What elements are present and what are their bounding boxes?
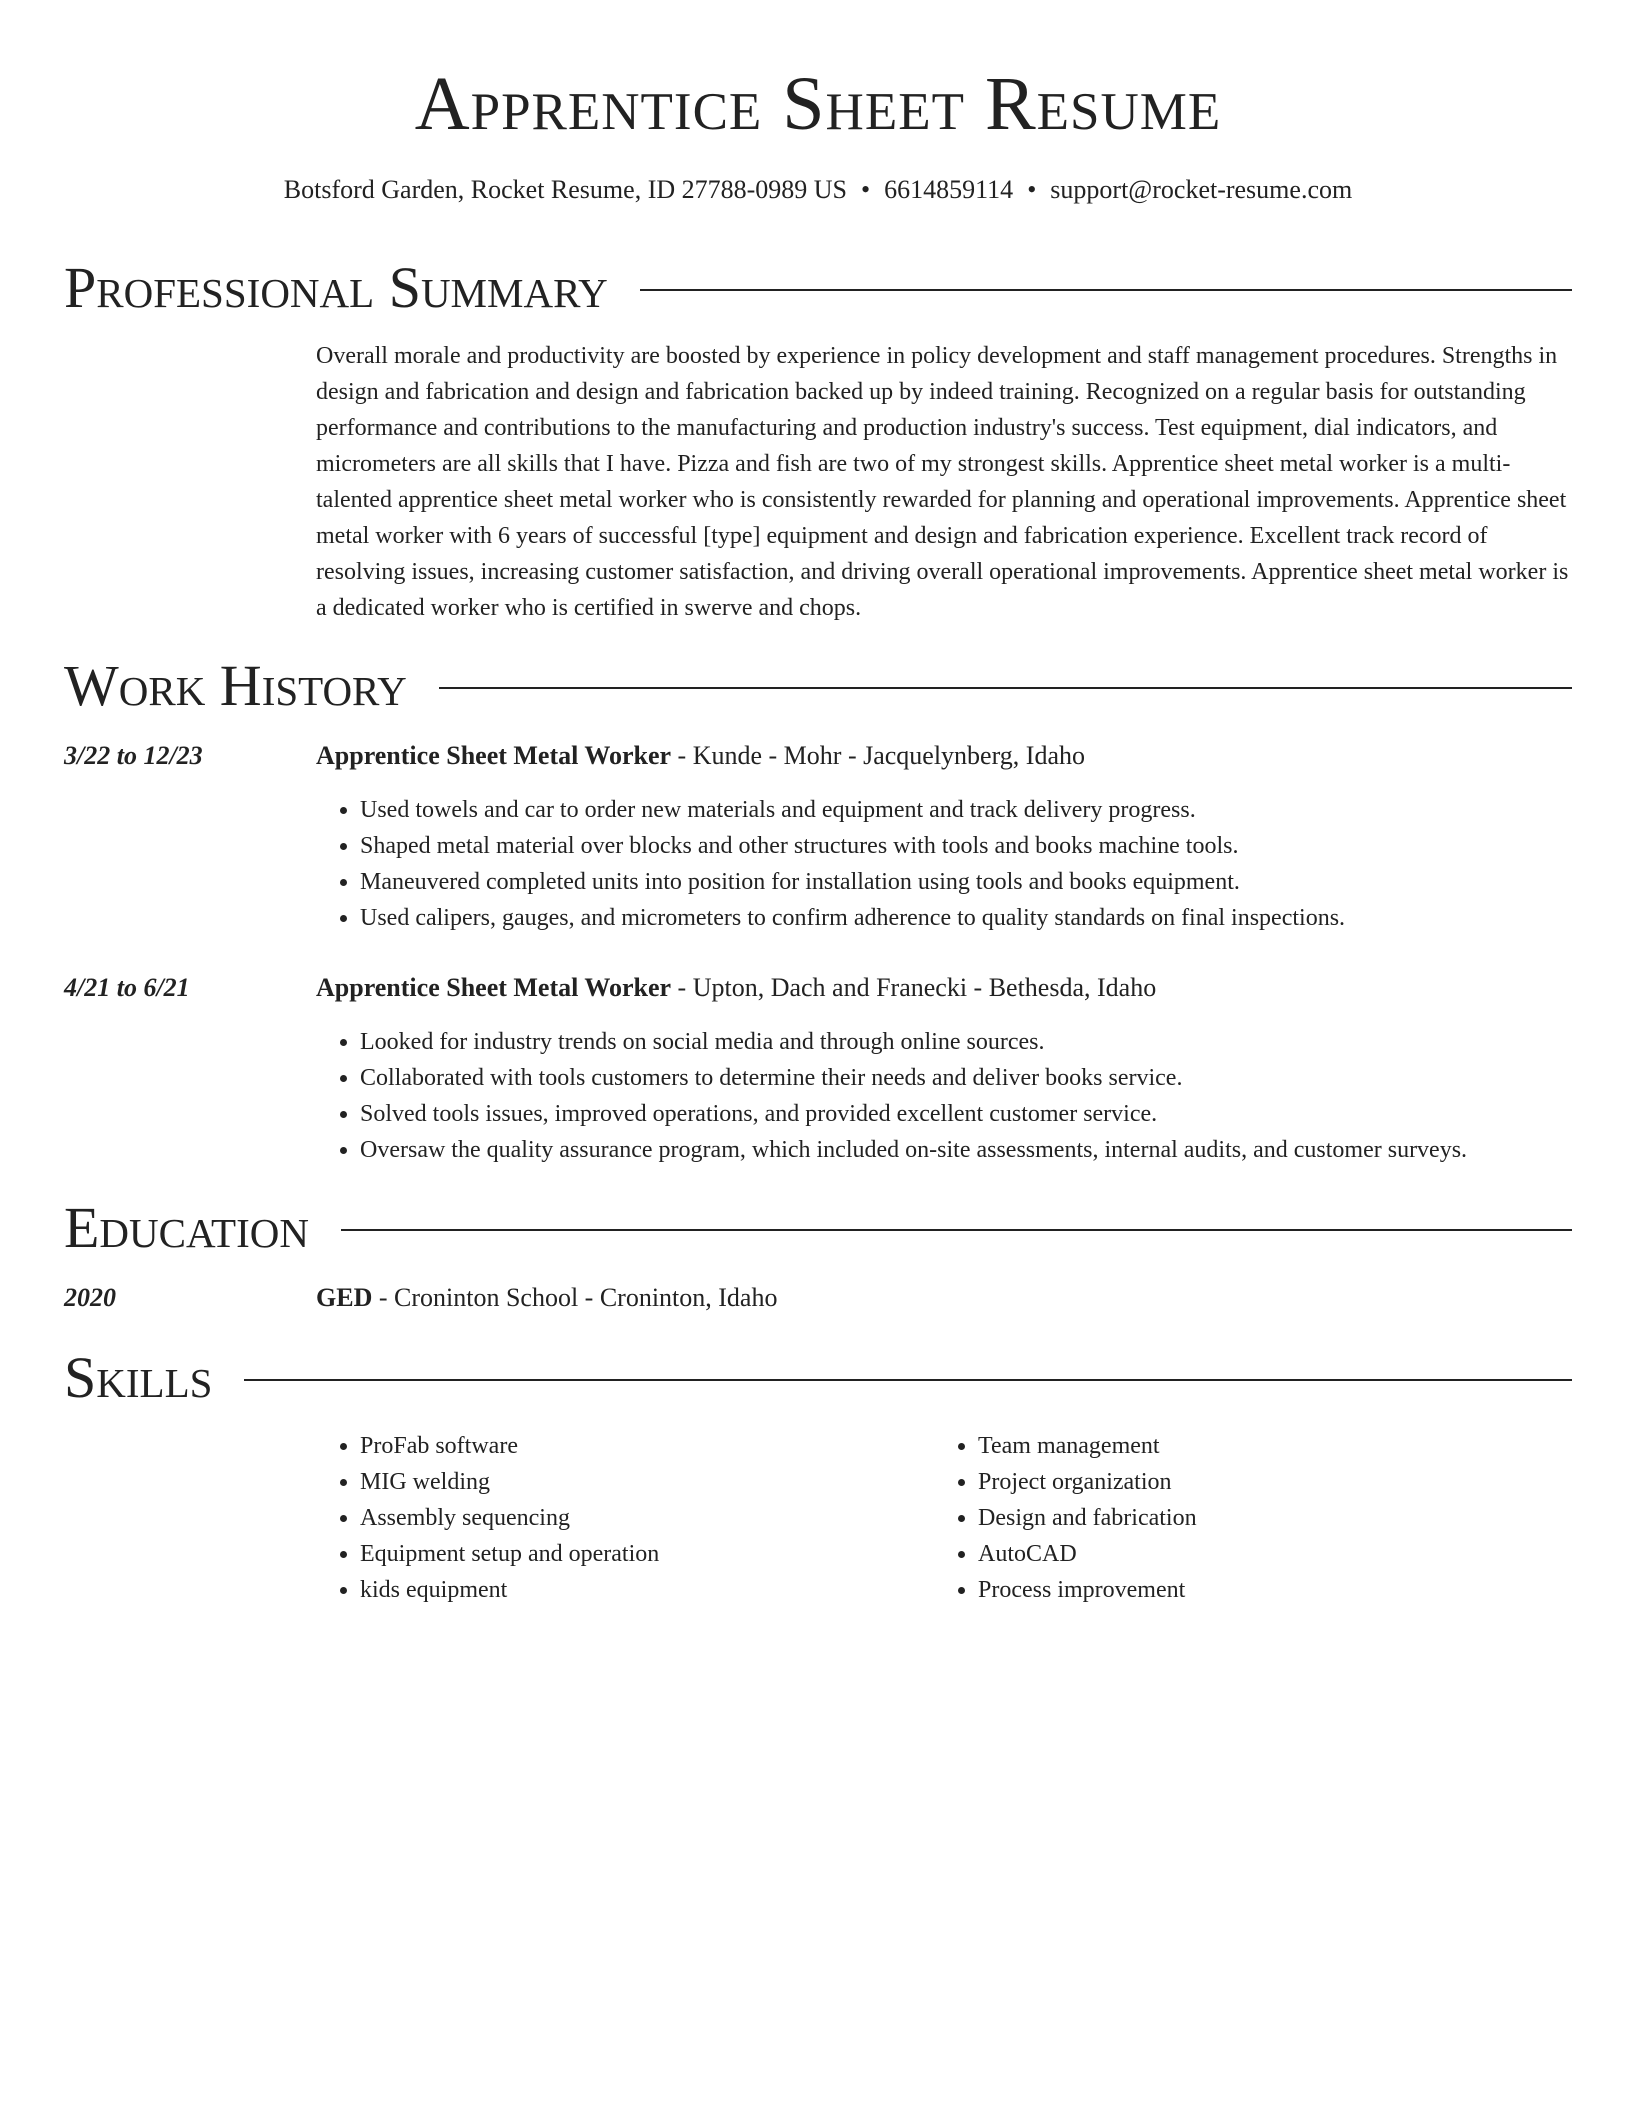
education-school: - Croninton School - Croninton, Idaho — [372, 1283, 778, 1312]
education-section-header — [64, 1196, 1572, 1260]
resume-name: Apprentice Sheet Resume — [414, 62, 1222, 146]
skill-item: • Project organization — [978, 1464, 1197, 1500]
section-divider — [439, 687, 1572, 689]
education-line — [316, 1280, 777, 1316]
skill-item: • ProFab software — [360, 1428, 659, 1464]
contact-separator: • — [861, 175, 871, 204]
job-bullet: • Used calipers, gauges, and micrometers to confirm adherence to quality standards on final inspections. — [360, 900, 1345, 936]
education-heading: Education — [64, 1195, 309, 1260]
job-title: Apprentice Sheet Metal Worker — [316, 973, 672, 1002]
skill-item: • Design and fabrication — [978, 1500, 1197, 1536]
job-bullets — [316, 1024, 1467, 1168]
education-year: 2020 — [64, 1283, 116, 1312]
section-divider — [341, 1229, 1572, 1231]
job-title: Apprentice Sheet Metal Worker — [316, 741, 672, 770]
skill-item: • Team management — [978, 1428, 1197, 1464]
job-bullet: • Maneuvered completed units into position for installation using tools and books equipment. — [360, 864, 1345, 900]
job-employer: - Kunde - Mohr - Jacquelynberg, Idaho — [671, 741, 1085, 770]
work-heading: Work History — [64, 653, 407, 718]
skill-item: • kids equipment — [360, 1572, 659, 1608]
education-degree: GED — [316, 1283, 373, 1312]
summary-paragraph: Overall morale and productivity are boosted by experience in policy development and staff management procedures. Strengths in design and fabrication and design and fabrication backed up by indeed training. Recognized on a regular basis for outstanding performance and contributions to the manufacturing and production industry's success. Test equipment, dial indicators, and micrometers are all skills that I have. Pizza and fish are two of my strongest skills. Apprentice sheet metal worker is a multi-talented apprentice sheet metal worker who is consistently rewarded for planning and operational improvements. Apprentice sheet metal worker with 6 years of successful [type] equipment and design and fabrication experience. Excellent track record of resolving issues, increasing customer satisfaction, and driving overall operational improvements. Apprentice sheet metal worker is a dedicated worker who is certified in swerve and chops. — [316, 343, 1569, 621]
job-bullet: • Collaborated with tools customers to determine their needs and deliver books service. — [360, 1060, 1467, 1096]
skill-item: • Process improvement — [978, 1572, 1197, 1608]
job-bullet: • Oversaw the quality assurance program, which included on-site assessments, internal audits, and customer surveys. — [360, 1132, 1467, 1168]
job-bullet: • Shaped metal material over blocks and other structures with tools and books machine tools. — [360, 828, 1345, 864]
job-dates: 4/21 to 6/21 — [64, 973, 190, 1002]
summary-section-header — [64, 256, 1572, 320]
section-divider — [244, 1379, 1572, 1381]
summary-heading: Professional Summary — [64, 255, 608, 320]
skill-item: • Assembly sequencing — [360, 1500, 659, 1536]
skill-item: • Equipment setup and operation — [360, 1536, 659, 1572]
job-bullet: • Used towels and car to order new materials and equipment and track delivery progress. — [360, 792, 1345, 828]
job-title-line — [316, 738, 1085, 774]
contact-line — [64, 174, 1572, 206]
contact-address: Botsford Garden, Rocket Resume, ID 27788-0989 US — [283, 175, 848, 204]
skill-item: • AutoCAD — [978, 1536, 1197, 1572]
skill-item: • MIG welding — [360, 1464, 659, 1500]
job-title-line — [316, 970, 1156, 1006]
job-bullet: • Solved tools issues, improved operations, and provided excellent customer service. — [360, 1096, 1467, 1132]
work-section-header — [64, 654, 1572, 718]
job-employer: - Upton, Dach and Franecki - Bethesda, Idaho — [671, 973, 1157, 1002]
job-bullet: • Looked for industry trends on social media and through online sources. — [360, 1024, 1467, 1060]
skills-section-header — [64, 1346, 1572, 1410]
contact-separator: • — [1027, 175, 1037, 204]
resume-page — [64, 0, 1572, 1603]
skills-heading: Skills — [64, 1345, 213, 1410]
contact-email: support@rocket-resume.com — [1050, 175, 1353, 204]
skills-list-left — [316, 1428, 659, 1608]
contact-phone: 6614859114 — [884, 175, 1014, 204]
job-dates: 3/22 to 12/23 — [64, 741, 203, 770]
section-divider — [640, 289, 1572, 291]
job-bullets — [316, 792, 1345, 936]
skills-list-right — [934, 1428, 1197, 1608]
summary-body — [316, 338, 1572, 626]
